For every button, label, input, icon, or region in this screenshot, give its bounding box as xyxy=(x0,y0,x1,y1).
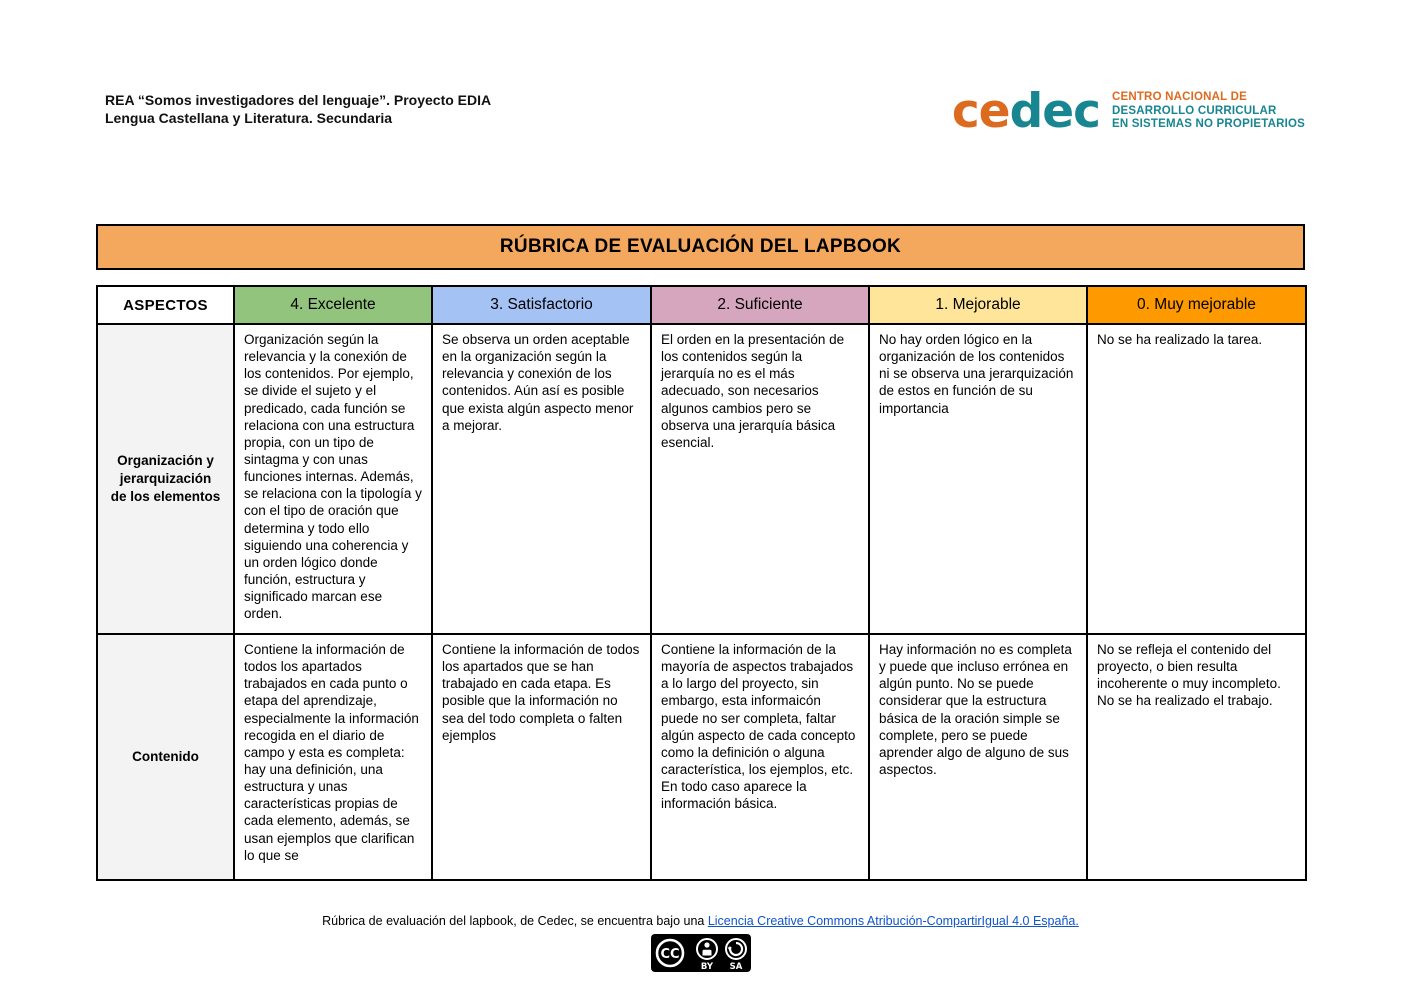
cc-badge-container xyxy=(96,934,1305,977)
cc-by-sa-badge[interactable] xyxy=(651,934,751,977)
cedec-wordmark-ce: ce xyxy=(951,84,1010,139)
rubric-title-bar xyxy=(96,224,1305,270)
rubric-cell-organizacion-satisfactorio: Se observa un orden aceptable en la organización según la relevancia y conexión de los contenidos. Aún así es posible que exista algún aspecto menor a mejorar. xyxy=(432,324,651,634)
column-header-mejorable: 1. Mejorable xyxy=(869,286,1087,324)
svg-text:BY: BY xyxy=(700,962,713,972)
header-line-1: REA “Somos investigadores del lenguaje”. Proyecto EDIA xyxy=(105,92,492,108)
rubric-cell-contenido-satisfactorio: Contiene la información de todos los apartados que se han trabajado en cada etapa. Es posible que la información no sea del todo completa o falten ejemplos xyxy=(432,634,651,880)
cedec-tagline xyxy=(1112,91,1305,132)
svg-text:CC: CC xyxy=(659,947,680,962)
document-top-row xyxy=(96,84,1305,178)
aspect-label-organizacion: Organización y jerarquización de los elementos xyxy=(97,324,234,634)
rubric-cell-contenido-excelente: Contiene la información de todos los apartados trabajados en cada punto o etapa del aprendizaje, especialmente la información recogida en el diario de campo y esta es completa: hay una definición, una estructura y unas características propias de cada elemento, además, se usan ejemplos que clarifican lo que se xyxy=(234,634,432,880)
rubric-cell-organizacion-muy-mejorable: No se ha realizado la tarea. xyxy=(1087,324,1306,634)
column-header-suficiente: 2. Suficiente xyxy=(651,286,869,324)
column-header-satisfactorio: 3. Satisfactorio xyxy=(432,286,651,324)
cedec-wordmark-dec: dec xyxy=(1009,84,1100,139)
column-header-excelente: 4. Excelente xyxy=(234,286,432,324)
cedec-tagline-line3: EN SISTEMAS NO PROPIETARIOS xyxy=(1111,118,1305,131)
cedec-logo xyxy=(951,84,1305,139)
license-text: Rúbrica de evaluación del lapbook, de Cedec, se encuentra bajo una xyxy=(322,914,708,928)
table-row-contenido xyxy=(97,634,1306,880)
aspect-label-contenido: Contenido xyxy=(97,634,234,880)
cedec-tagline-line1: CENTRO NACIONAL DE xyxy=(1111,91,1247,104)
rubric-cell-contenido-mejorable: Hay información no es completa y puede que incluso errónea en algún punto. No se puede considerar que la estructura básica de la oración simple se complete, pero se puede aprender algo de alguno de sus aspectos. xyxy=(869,634,1087,880)
rubric-cell-contenido-suficiente: Contiene la información de la mayoría de aspectos trabajados a lo largo del proyecto, sin embargo, esta informaicón puede no ser completa, faltar algún aspecto de cada concepto como la definición o alguna característica, los ejemplos, etc. En todo caso aparece la información básica. xyxy=(651,634,869,880)
rubric-cell-organizacion-mejorable: No hay orden lógico en la organización de los contenidos ni se observa una jerarquización de estos en función de su importancia xyxy=(869,324,1087,634)
table-row-organizacion xyxy=(97,324,1306,634)
svg-text:SA: SA xyxy=(729,962,742,972)
rubric-cell-organizacion-excelente: Organización según la relevancia y la conexión de los contenidos. Por ejemplo, se divide el sujeto y el predicado, cada función se relaciona con una estructura propia, con un tipo de sintagma y con unas funciones internas. Además, se relaciona con la tipología y con el tipo de oración que determina y todo ello siguiendo una coherencia y un orden lógico donde función, estructura y significado marcan ese orden. xyxy=(234,324,432,634)
header-line-2: Lengua Castellana y Literatura. Secundaria xyxy=(105,109,393,126)
rubric-table xyxy=(96,285,1307,881)
page-title: RÚBRICA DE EVALUACIÓN DEL LAPBOOK xyxy=(499,236,902,257)
cc-by-sa-badge-image xyxy=(651,934,751,972)
column-header-aspectos: ASPECTOS xyxy=(97,286,234,324)
license-link[interactable]: Licencia Creative Commons Atribución-CompartirIgual 4.0 España. xyxy=(707,914,1079,928)
rubric-cell-contenido-muy-mejorable: No se refleja el contenido del proyecto, o bien resulta incoherente o muy incompleto. No se ha realizado el trabajo. xyxy=(1087,634,1306,880)
column-header-muy-mejorable: 0. Muy mejorable xyxy=(1087,286,1306,324)
cedec-wordmark xyxy=(951,84,1100,139)
document-header xyxy=(105,92,491,127)
rubric-cell-organizacion-suficiente: El orden en la presentación de los contenidos según la jerarquía no es el más adecuado, son necesarios algunos cambios pero se observa una jerarquía básica esencial. xyxy=(651,324,869,634)
cedec-tagline-line2: DESARROLLO CURRICULAR xyxy=(1111,104,1277,117)
rubric-header-row xyxy=(97,286,1306,324)
license-footer xyxy=(96,914,1305,928)
